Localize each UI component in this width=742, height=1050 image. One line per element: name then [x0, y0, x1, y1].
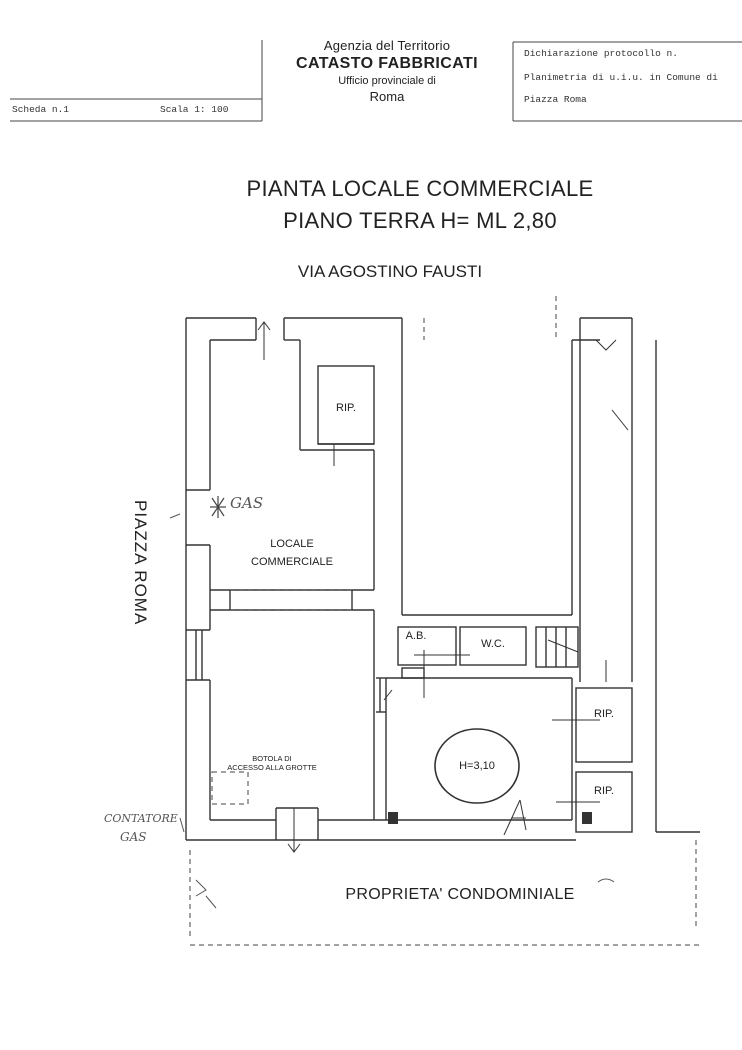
room-rip-right-1: RIP. — [594, 708, 614, 720]
room-ab: A.B. — [405, 630, 427, 642]
plan-title: PIANTA LOCALE COMMERCIALE — [246, 176, 594, 201]
address-label: Piazza Roma — [524, 94, 587, 105]
planimetria-label: Planimetria di u.i.u. in Comune di — [524, 72, 718, 83]
header-title-block — [262, 38, 512, 104]
scale-label: Scala 1: 100 — [160, 104, 229, 115]
botola-line1: BOTOLA DI — [252, 754, 292, 763]
catasto-title: CATASTO FABBRICATI — [295, 55, 478, 72]
room-locale-line1: LOCALE — [270, 538, 314, 550]
botola-line2: ACCESSO ALLA GROTTE — [227, 763, 317, 772]
room-rip-right-2: RIP. — [594, 785, 614, 797]
street-left-label: PIAZZA ROMA — [131, 500, 150, 626]
plan-subtitle: PIANO TERRA H= ML 2,80 — [283, 208, 557, 233]
agency-name: Agenzia del Territorio — [323, 38, 451, 53]
room-rip-top: RIP. — [336, 402, 356, 414]
scheda-number: Scheda n.1 — [12, 104, 70, 115]
contatore-line2: GAS — [120, 830, 147, 844]
ufficio-label: Ufficio provinciale di — [338, 75, 436, 87]
room-locale-line2: COMMERCIALE — [251, 556, 333, 568]
contatore-line1: CONTATORE — [104, 812, 178, 825]
height-mark: H=3,10 — [459, 760, 495, 772]
gas-annotation: GAS — [230, 494, 264, 512]
dichiarazione-label: Dichiarazione protocollo n. — [524, 48, 678, 59]
bottom-property-label: PROPRIETA' CONDOMINIALE — [345, 886, 575, 903]
city-name: Roma — [369, 89, 405, 104]
street-top-label: VIA AGOSTINO FAUSTI — [297, 262, 483, 281]
room-wc: W.C. — [481, 638, 505, 650]
